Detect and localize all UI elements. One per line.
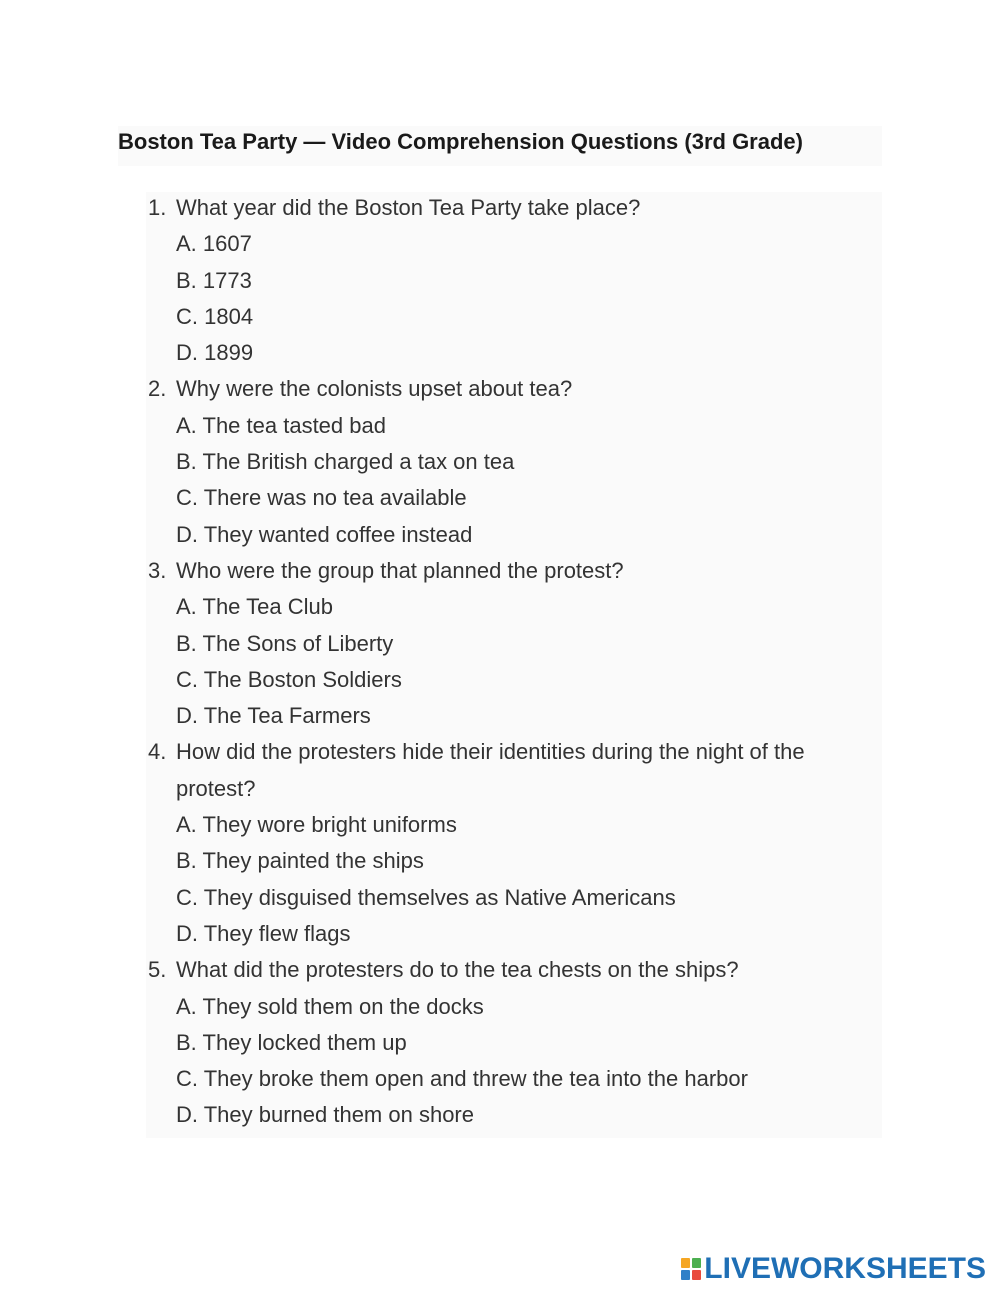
question-number: 1. (148, 195, 167, 220)
question-text: Why were the colonists upset about tea? (176, 376, 573, 402)
worksheet-title: Boston Tea Party — Video Comprehension Questions (3rd Grade) (118, 129, 803, 154)
question-text: What year did the Boston Tea Party take place? (176, 195, 641, 220)
answer-option: B. They painted the ships (176, 848, 424, 874)
question-number: 2. (148, 376, 167, 402)
answer-option: A. They wore bright uniforms (176, 812, 457, 838)
answer-option: C. There was no tea available (176, 485, 467, 511)
question-number: 5. (148, 957, 167, 983)
question-text: How did the protesters hide their identities during the night of the protest? (176, 739, 805, 801)
answer-option: C. They disguised themselves as Native Americans (176, 884, 676, 910)
question-number: 4. (148, 739, 167, 765)
question-text: Who were the group that planned the protest? (176, 557, 624, 583)
answer-option: D. They burned them on shore (176, 1102, 474, 1128)
logo-block (692, 1270, 701, 1280)
answer-option: B. They locked them up (176, 1029, 407, 1055)
answer-option: B. The British charged a tax on tea (176, 449, 515, 475)
question-item (146, 553, 866, 734)
answer-option: C. The Boston Soldiers (176, 666, 402, 692)
question-item (146, 952, 866, 1133)
question-item (146, 734, 866, 952)
answer-option: C. 1804 (176, 303, 254, 329)
question-item (146, 190, 866, 371)
question-item (146, 371, 866, 552)
logo-block (692, 1258, 701, 1268)
question-text: What did the protesters do to the tea chests on the ships? (176, 957, 739, 983)
question-list (146, 190, 866, 1134)
liveworksheets-logo (681, 1254, 986, 1284)
answer-option: B. 1773 (176, 267, 252, 293)
answer-option: D. They flew flags (176, 920, 351, 946)
logo-text: LIVEWORKSHEETS (704, 1252, 986, 1285)
answer-option: D. They wanted coffee instead (176, 521, 473, 547)
question-number: 3. (148, 557, 167, 583)
answer-option: A. The tea tasted bad (176, 412, 386, 438)
logo-block (681, 1270, 690, 1280)
answer-option: A. The Tea Club (176, 594, 333, 620)
answer-option: B. The Sons of Liberty (176, 630, 394, 656)
answer-option: A. 1607 (176, 231, 252, 257)
answer-option: C. They broke them open and threw the tea into the harbor (176, 1066, 748, 1092)
logo-block (681, 1258, 690, 1268)
answer-option: D. 1899 (176, 340, 254, 366)
answer-option: D. The Tea Farmers (176, 703, 371, 729)
logo-blocks-icon (681, 1258, 701, 1280)
answer-option: A. They sold them on the docks (176, 993, 484, 1019)
